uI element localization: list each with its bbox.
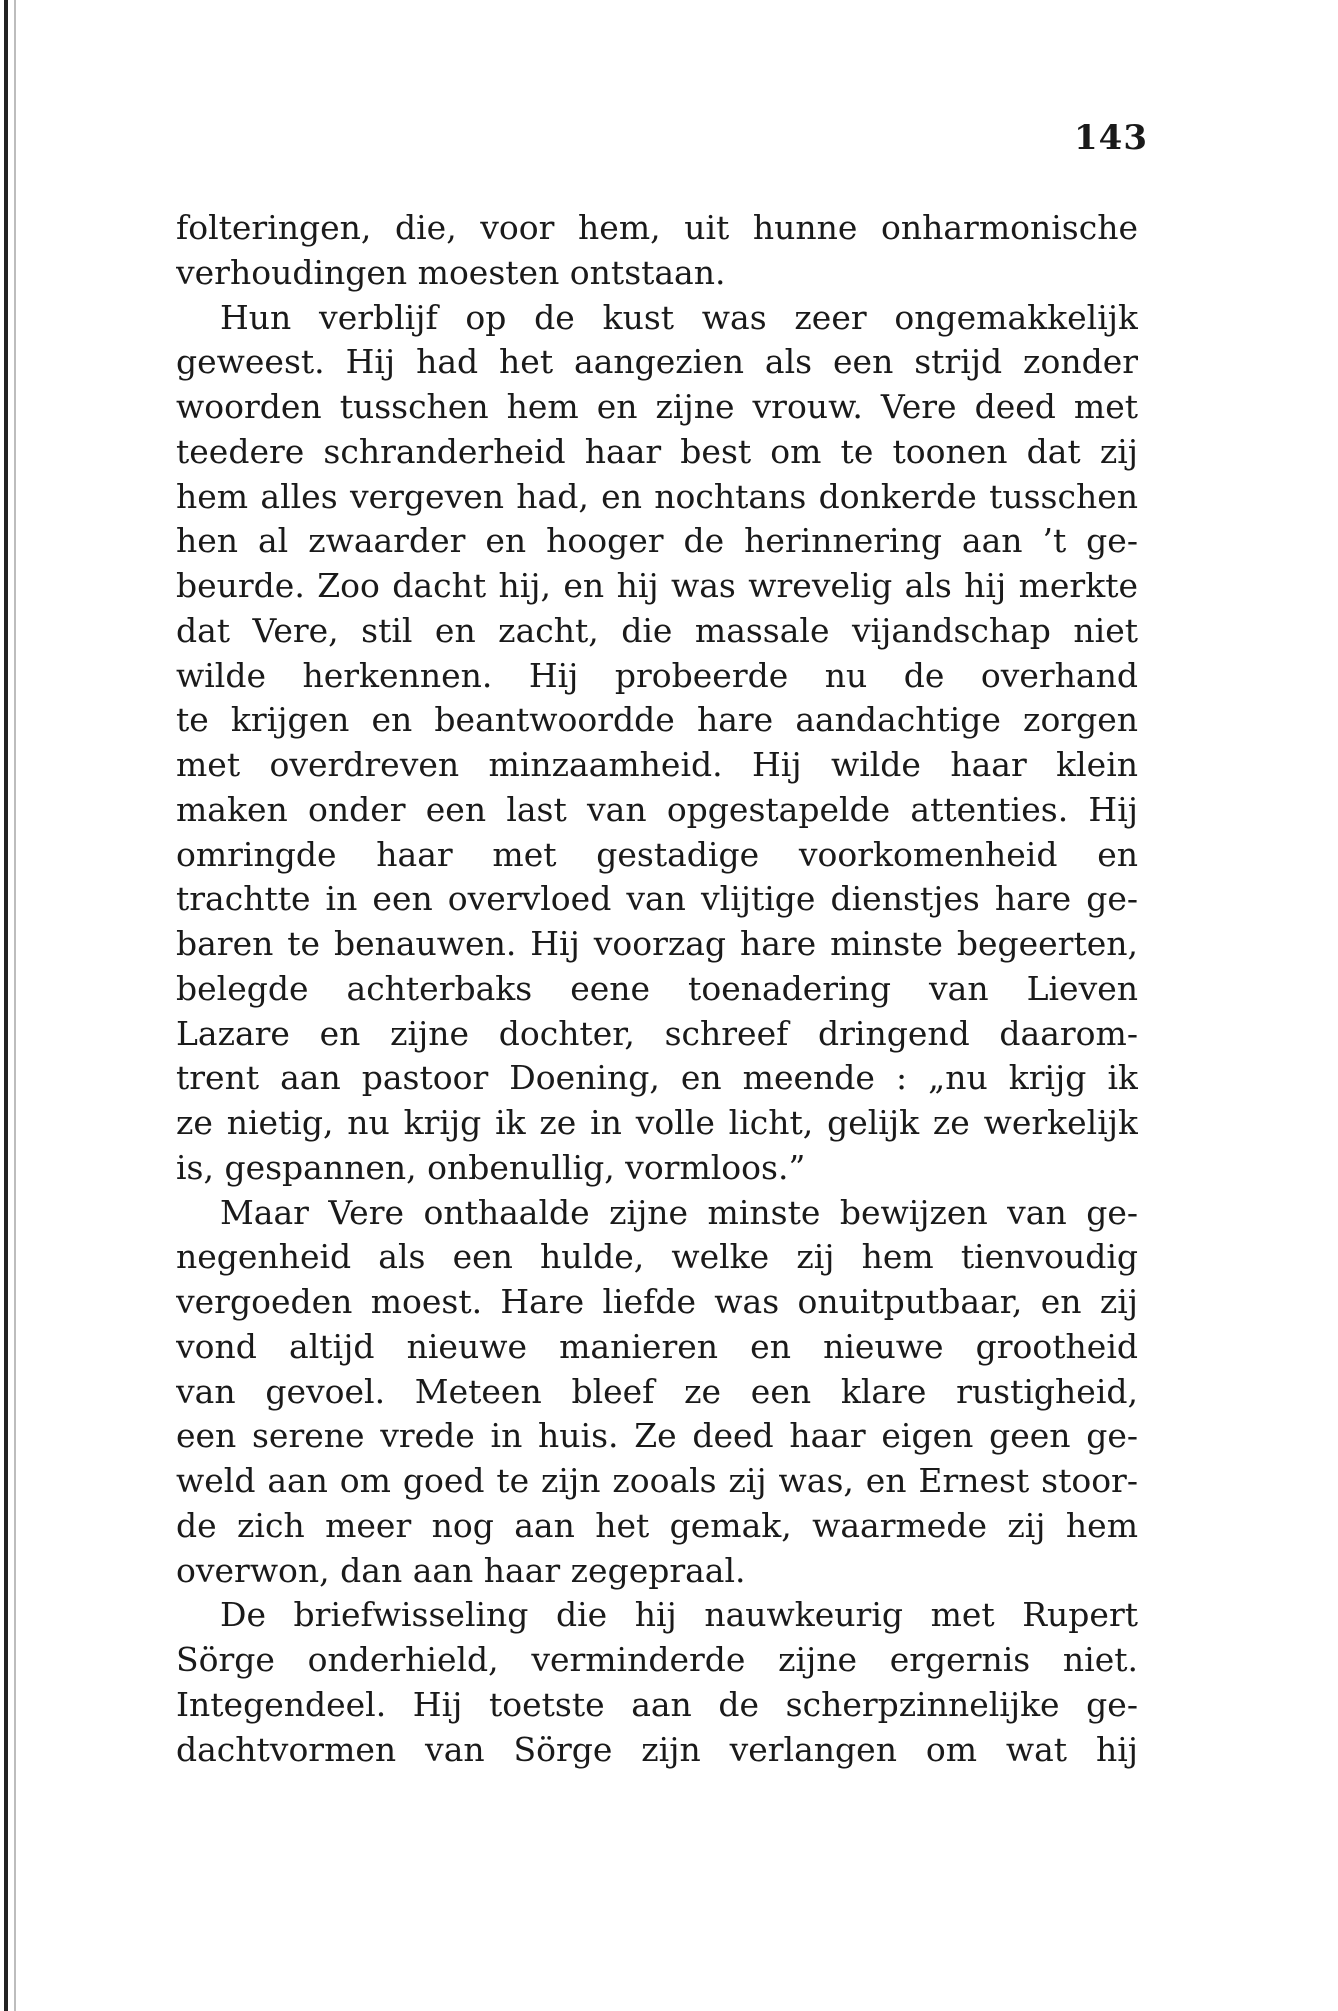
text-line: is, gespannen, onbenullig, vormloos.” (176, 1147, 806, 1187)
text-line: vond altijd nieuwe manieren en nieuwe grootheid (176, 1326, 1138, 1366)
text-line: ze nietig, nu krijg ik ze in volle licht, gelijk ze werkelijk (176, 1103, 1138, 1142)
binding-edge (4, 0, 8, 2011)
text-line: weld aan om goed te zijn zooals zij was, en Ernest stoor- (176, 1461, 1138, 1500)
text-line: Sörge onderhield, verminderde zijne ergernis niet. (176, 1640, 1138, 1679)
text-line: folteringen, die, voor hem, uit hunne onharmonische (176, 208, 1138, 247)
text-line: maken onder een last van opgestapelde attenties. Hij (176, 789, 1138, 829)
text-line: van gevoel. Meteen bleef ze een klare rustigheid, (176, 1371, 1138, 1411)
text-line: verhoudingen moesten ontstaan. (176, 252, 726, 292)
text-line: overwon, dan aan haar zegepraal. (176, 1550, 746, 1590)
text-line: De briefwisseling die hij nauwkeurig met Rupert (220, 1595, 1138, 1635)
text-line: Maar Vere onthaalde zijne minste bewijzen van ge- (220, 1192, 1138, 1232)
text-line: beurde. Zoo dacht hij, en hij was wrevelig als hij merkte (176, 566, 1138, 605)
text-line: vergoeden moest. Hare liefde was onuitputbaar, en zij (176, 1282, 1138, 1321)
text-line: wilde herkennen. Hij probeerde nu de overhand (176, 655, 1138, 695)
body-text (176, 206, 1138, 1772)
text-line: negenheid als een hulde, welke zij hem tienvoudig (176, 1237, 1138, 1277)
text-line: Hun verblijf op de kust was zeer ongemakkelijk (220, 297, 1138, 337)
text-line: woorden tusschen hem en zijne vrouw. Vere deed met (176, 387, 1138, 426)
binding-edge-shadow (14, 0, 16, 2011)
text-line: hem alles vergeven had, en nochtans donkerde tusschen (176, 476, 1138, 516)
text-line: dachtvormen van Sörge zijn verlangen om wat hij (176, 1729, 1138, 1769)
text-line: geweest. Hij had het aangezien als een strijd zonder (176, 342, 1138, 382)
text-line: Integendeel. Hij toetste aan de scherpzinnelijke ge- (176, 1684, 1138, 1724)
page-number: 143 (1074, 118, 1148, 158)
text-line: dat Vere, stil en zacht, die massale vijandschap niet (176, 610, 1138, 650)
text-line: trachtte in een overvloed van vlijtige dienstjes hare ge- (176, 879, 1138, 919)
text-line: Lazare en zijne dochter, schreef dringend daarom- (176, 1013, 1138, 1053)
text-line: met overdreven minzaamheid. Hij wilde haar klein (176, 745, 1138, 784)
text-line: omringde haar met gestadige voorkomenheid en (176, 834, 1138, 874)
text-line: belegde achterbaks eene toenadering van Lieven (176, 968, 1138, 1008)
text-line: de zich meer nog aan het gemak, waarmede zij hem (176, 1505, 1138, 1545)
text-line: teedere schranderheid haar best om te toonen dat zij (176, 431, 1138, 471)
text-line: te krijgen en beantwoordde hare aandachtige zorgen (176, 700, 1138, 740)
text-line: trent aan pastoor Doening, en meende : „nu krijg ik (176, 1058, 1138, 1098)
text-line: hen al zwaarder en hooger de herinnering aan ’t ge- (176, 521, 1138, 561)
text-line: een serene vrede in huis. Ze deed haar eigen geen ge- (176, 1416, 1138, 1456)
text-line: baren te benauwen. Hij voorzag hare minste begeerten, (176, 924, 1138, 963)
